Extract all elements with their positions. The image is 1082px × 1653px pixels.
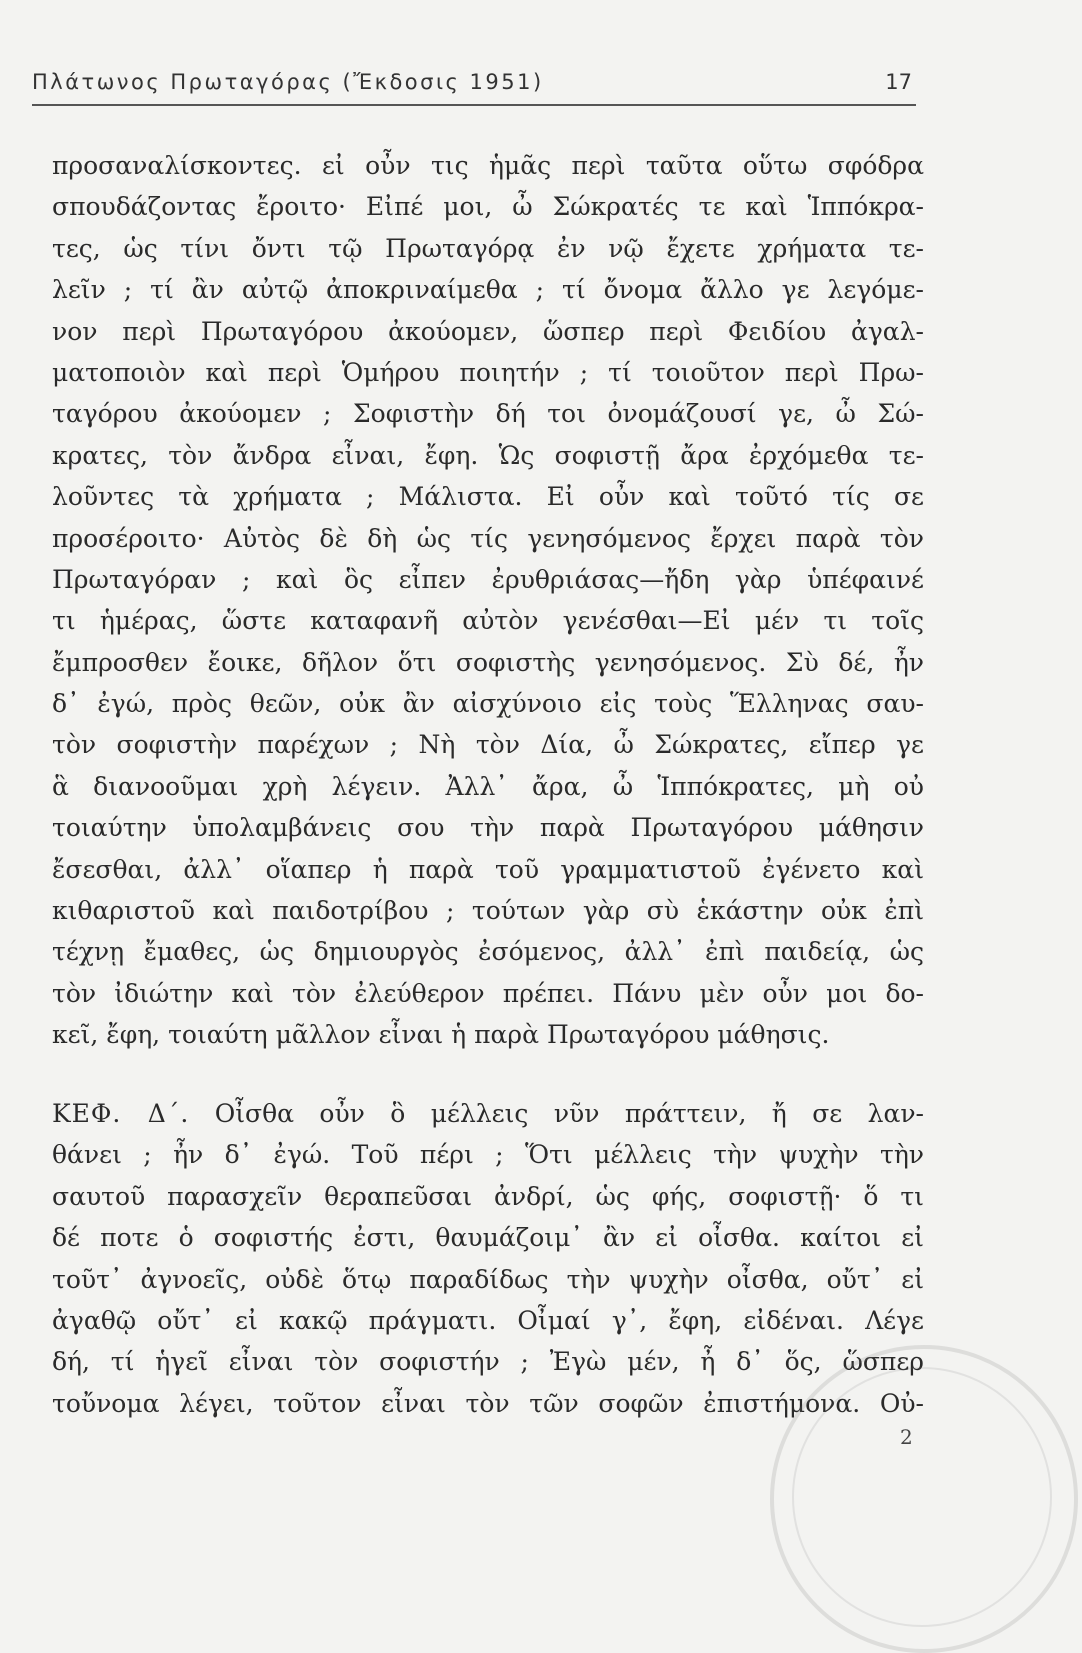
text-line: δ᾽ ἐγώ, πρὸς θεῶν, οὐκ ἂν αἰσχύνοιο εἰς τοὺς Ἕλληνας σαυ-: [52, 689, 924, 719]
text-line: κιθαριστοῦ καὶ παιδοτρίβου ; τούτων γὰρ σὺ ἑκάστην οὐκ ἐπὶ: [52, 896, 924, 926]
text-line: ἃ διανοοῦμαι χρὴ λέγειν. Ἀλλ᾽ ἄρα, ὦ Ἱππόκρατες, μὴ οὐ: [52, 771, 924, 801]
library-stamp-ring: [792, 1367, 1052, 1627]
text-line: σαυτοῦ παρασχεῖν θεραπεῦσαι ἀνδρί, ὡς φής, σοφιστῇ· ὅ τι: [52, 1181, 924, 1211]
running-head: [32, 70, 912, 102]
page-number: 17: [885, 70, 912, 94]
text-segment: Οἶσθα οὖν ὃ μέλλεις νῦν πράττειν, ἤ σε λαν-: [214, 1099, 924, 1128]
text-line: τοὔνομα λέγει, τοῦτον εἶναι τὸν τῶν σοφῶν ἐπιστήμονα. Οὐ-: [52, 1388, 924, 1418]
text-line: τι ἡμέρας, ὥστε καταφανῆ αὐτὸν γενέσθαι—Εἰ μέν τι τοῖς: [52, 606, 924, 636]
text-line: κεῖ, ἔφη, τοιαύτη μᾶλλον εἶναι ἡ παρὰ Πρωταγόρου μάθησις.: [52, 1020, 830, 1050]
text-line: ταγόρου ἀκούομεν ; Σοφιστὴν δή τοι ὀνομάζουσί γε, ὦ Σώ-: [52, 399, 924, 429]
text-line: τὸν ἰδιώτην καὶ τὸν ἐλεύθερον πρέπει. Πάνυ μὲν οὖν μοι δο-: [52, 978, 924, 1008]
chapter-label: ΚΕΦ. Δ΄.: [52, 1099, 190, 1128]
text-line: ἀγαθῷ οὔτ᾽ εἰ κακῷ πράγματι. Οἶμαί γ᾽, ἔφη, εἰδέναι. Λέγε: [52, 1305, 924, 1335]
text-line: σπουδάζοντας ἔροιτο· Εἰπέ μοι, ὦ Σώκρατές τε καὶ Ἱππόκρα-: [52, 192, 924, 222]
text-line: δέ ποτε ὁ σοφιστής ἐστι, θαυμάζοιμ᾽ ἂν εἰ οἶσθα. καίτοι εἰ: [52, 1223, 924, 1253]
text-line: προσέροιτο· Αὐτὸς δὲ δὴ ὡς τίς γενησόμενος ἔρχει παρὰ τὸν: [52, 523, 924, 553]
running-head-title: Πλάτωνος Πρωταγόρας (Ἔκδοσις 1951): [32, 70, 544, 94]
chapter-opening-line: [52, 1093, 924, 1134]
text-line: τέχνῃ ἔμαθες, ὡς δημιουργὸς ἐσόμενος, ἀλλ᾽ ἐπὶ παιδείᾳ, ὡς: [52, 937, 924, 967]
paragraph-2: [52, 1093, 924, 1424]
text-line: ματοποιὸν καὶ περὶ Ὁμήρου ποιητήν ; τί τοιοῦτον περὶ Πρω-: [52, 357, 924, 387]
text-line: θάνει ; ἦν δ᾽ ἐγώ. Τοῦ πέρι ; Ὅτι μέλλεις τὴν ψυχὴν τὴν: [52, 1140, 924, 1170]
text-line: τοῦτ᾽ ἀγνοεῖς, οὐδὲ ὅτῳ παραδίδως τὴν ψυχὴν οἶσθα, οὔτ᾽ εἰ: [52, 1264, 924, 1294]
text-line: τες, ὡς τίνι ὄντι τῷ Πρωταγόρᾳ ἐν νῷ ἔχετε χρήματα τε-: [52, 233, 924, 263]
text-line: λεῖν ; τί ἂν αὐτῷ ἀποκριναίμεθα ; τί ὄνομα ἄλλο γε λεγόμε-: [52, 275, 924, 305]
paragraph-1: [52, 145, 924, 1056]
text-line: τοιαύτην ὑπολαμβάνεις σου τὴν παρὰ Πρωταγόρου μάθησιν: [52, 813, 924, 843]
text-line: Πρωταγόραν ; καὶ ὃς εἶπεν ἐρυθριάσας—ἤδη γὰρ ὑπέφαινέ: [52, 564, 924, 594]
text-line: κρατες, τὸν ἄνδρα εἶναι, ἔφη. Ὡς σοφιστῇ ἄρα ἐρχόμεθα τε-: [52, 440, 924, 470]
text-line: δή, τί ἡγεῖ εἶναι τὸν σοφιστήν ; Ἐγὼ μέν, ἦ δ᾽ ὅς, ὥσπερ: [52, 1347, 924, 1377]
library-stamp: [770, 1345, 1078, 1653]
text-line: ἔσεσθαι, ἀλλ᾽ οἵαπερ ἡ παρὰ τοῦ γραμματιστοῦ ἐγένετο καὶ: [52, 854, 924, 884]
text-line: λοῦντες τὰ χρήματα ; Μάλιστα. Εἰ οὖν καὶ τοῦτό τίς σε: [52, 482, 924, 512]
text-line: προσαναλίσκοντες. εἰ οὖν τις ἡμᾶς περὶ ταῦτα οὕτω σφόδρα: [52, 151, 924, 180]
text-line: νον περὶ Πρωταγόρου ἀκούομεν, ὥσπερ περὶ Φειδίου ἀγαλ-: [52, 316, 924, 346]
text-line: ἔμπροσθεν ἔοικε, δῆλον ὅτι σοφιστὴς γενησόμενος. Σὺ δέ, ἦν: [52, 647, 924, 677]
signature-mark: 2: [900, 1425, 913, 1449]
header-rule: [32, 104, 916, 106]
text-line: τὸν σοφιστὴν παρέχων ; Νὴ τὸν Δία, ὦ Σώκρατες, εἴπερ γε: [52, 730, 924, 760]
